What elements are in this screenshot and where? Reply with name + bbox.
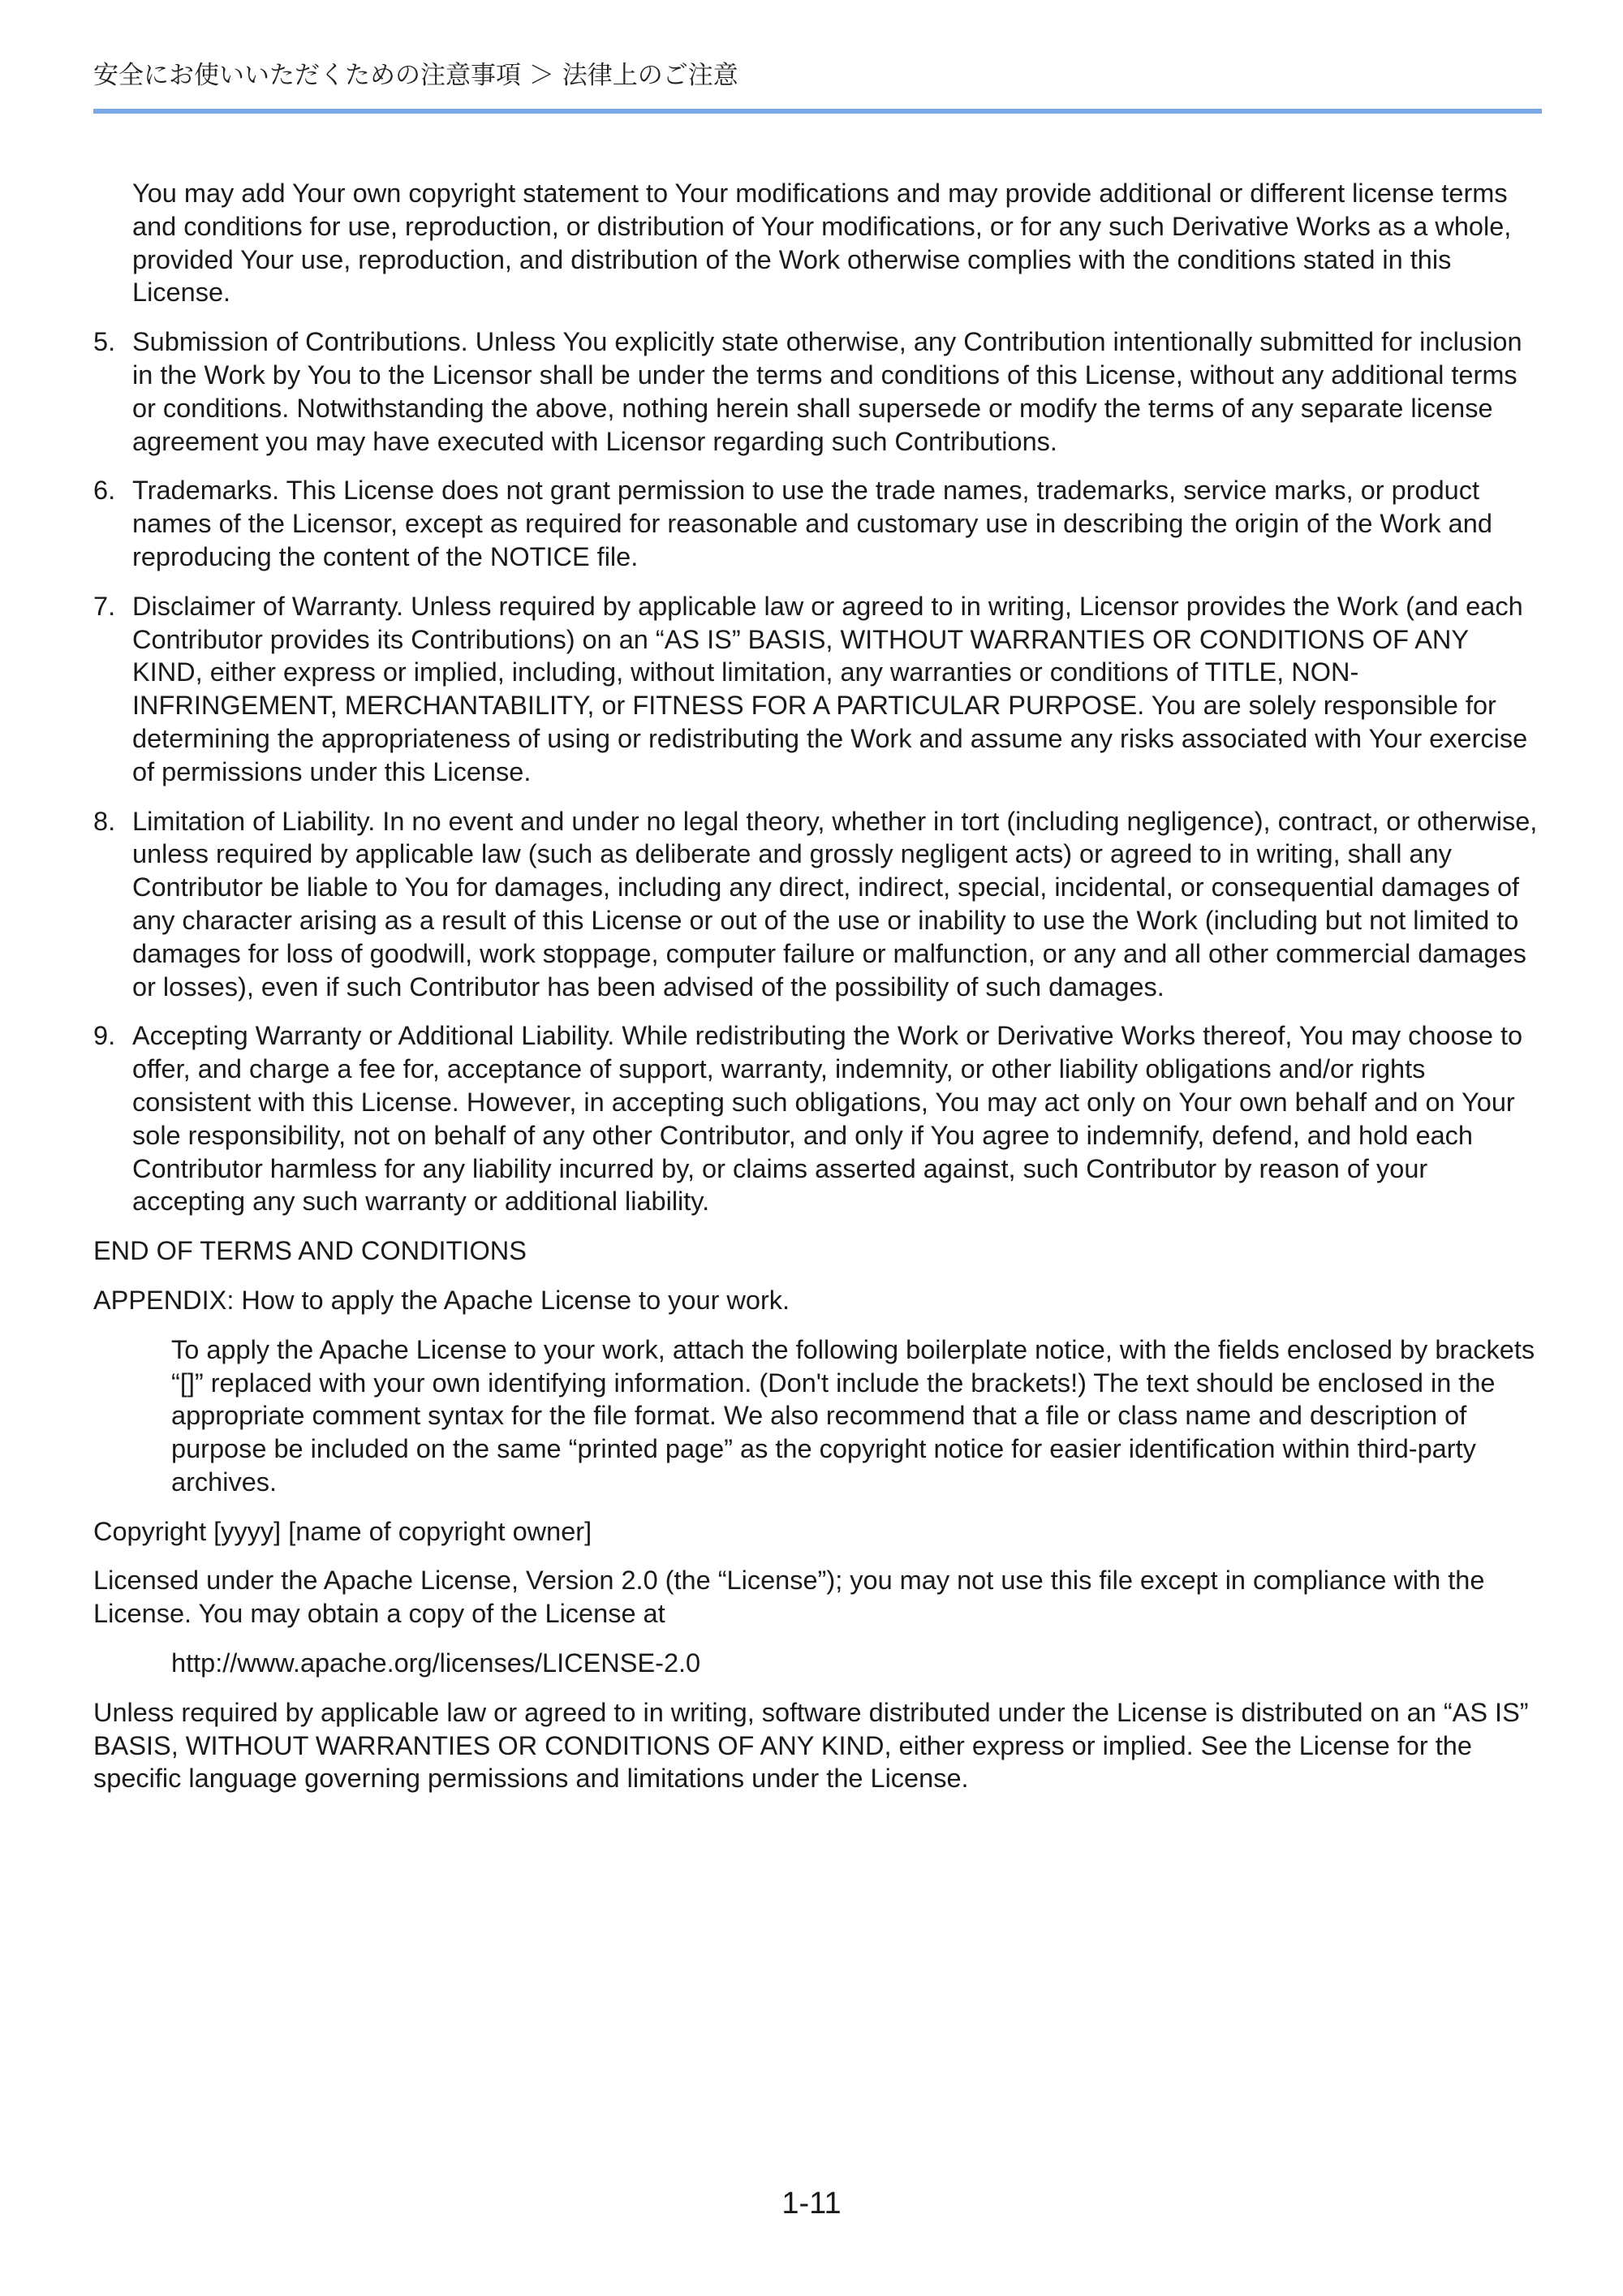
list-item-text: Trademarks. This License does not grant permission to use the trade names, trademarks, service marks, or product names of the Licensor, except as required for reasonable and customary use in describing the origin of the Work and reproducing the content of the NOTICE file. xyxy=(132,476,1492,571)
copyright-line: Copyright [yyyy] [name of copyright owner] xyxy=(93,1516,592,1546)
list-item-number: 9. xyxy=(93,1021,116,1051)
list-item-number: 7. xyxy=(93,591,116,621)
list-item-8 xyxy=(93,805,1542,1004)
breadcrumb: 安全にお使いいただくための注意事項 ＞ 法律上のご注意 xyxy=(93,61,738,90)
intro-paragraph: You may add Your own copyright statement to Your modifications and may provide additional or different license terms and conditions for use, reproduction, or distribution of Your modifications, or for any such Derivative Works as a whole, provided Your use, reproduction, and distribution of the Work otherwise complies with the conditions stated in this License. xyxy=(132,179,1512,308)
list-item-7 xyxy=(93,590,1542,789)
end-of-terms: END OF TERMS AND CONDITIONS xyxy=(93,1236,527,1266)
list-item-text: Submission of Contributions. Unless You explicitly state otherwise, any Contribution intentionally submitted for inclusion in the Work by You to the Licensor shall be under the terms and conditions of this License, without any additional terms or conditions. Notwithstanding the above, nothing herein shall supersede or modify the terms of any separate license agreement you may have executed with Licensor regarding such Contributions. xyxy=(132,327,1522,456)
license-url: http://www.apache.org/licenses/LICENSE-2.0 xyxy=(171,1648,701,1678)
list-item-number: 8. xyxy=(93,806,116,836)
list-item-9 xyxy=(93,1019,1542,1218)
list-item-text: Disclaimer of Warranty. Unless required by applicable law or agreed to in writing, Licensor provides the Work (and each Contributor provides its Contributions) on an “AS IS” BASIS, WITHOUT WARRANTIES OR CONDITIONS OF ANY KIND, either express or implied, including, without limitation, any warranties or conditions of TITLE, NON-INFRINGEMENT, MERCHANTABILITY, or FITNESS FOR A PARTICULAR PURPOSE. You are solely responsible for determining the appropriateness of using or redistributing the Work and assume any risks associated with Your exercise of permissions under this License. xyxy=(132,591,1528,786)
appendix-heading: APPENDIX: How to apply the Apache License to your work. xyxy=(93,1285,790,1315)
page-header xyxy=(93,52,1542,114)
list-item-6 xyxy=(93,474,1542,573)
list-item-number: 5. xyxy=(93,327,116,357)
list-item-5 xyxy=(93,325,1542,458)
list-item-text: Accepting Warranty or Additional Liability. While redistributing the Work or Derivative Works thereof, You may choose to offer, and charge a fee for, acceptance of support, warranty, indemnity, or other liability obligations and/or rights consistent with this License. However, in accepting such obligations, You may act only on Your own behalf and on Your sole responsibility, not on behalf of any other Contributor, and only if You agree to indemnify, defend, and hold each Contributor harmless for any liability incurred by, or claims asserted against, such Contributor by reason of your accepting any such warranty or additional liability. xyxy=(132,1021,1523,1217)
license-text-body xyxy=(93,177,1542,1811)
list-item-text: Limitation of Liability. In no event and under no legal theory, whether in tort (including negligence), contract, or otherwise, unless required by applicable law (such as deliberate and grossly negligent acts) or agreed to in writing, shall any Contributor be liable to You for damages, including any direct, indirect, special, incidental, or consequential damages of any character arising as a result of this License or out of the use or inability to use the Work (including but not limited to damages for loss of goodwill, work stoppage, computer failure or malfunction, or any and all other commercial damages or losses), even if such Contributor has been advised of the possibility of such damages. xyxy=(132,806,1538,1002)
header-divider xyxy=(93,109,1542,114)
licensed-under-paragraph: Licensed under the Apache License, Version 2.0 (the “License”); you may not use this file except in compliance with the License. You may obtain a copy of the License at xyxy=(93,1566,1485,1629)
appendix-body: To apply the Apache License to your work, attach the following boilerplate notice, with the fields enclosed by brackets “[]” replaced with your own identifying information. (Don't include the brackets!) The text should be enclosed in the appropriate comment syntax for the file format. We also recommend that a file or class name and description of purpose be included on the same “printed page” as the copyright notice for easier identification within third-party archives. xyxy=(171,1334,1535,1497)
closing-paragraph: Unless required by applicable law or agreed to in writing, software distributed under the License is distributed on an “AS IS” BASIS, WITHOUT WARRANTIES OR CONDITIONS OF ANY KIND, either express or implied. See the License for the specific language governing permissions and limitations under the License. xyxy=(93,1697,1529,1794)
list-item-number: 6. xyxy=(93,476,116,506)
page-number: 1-11 xyxy=(781,2186,842,2221)
